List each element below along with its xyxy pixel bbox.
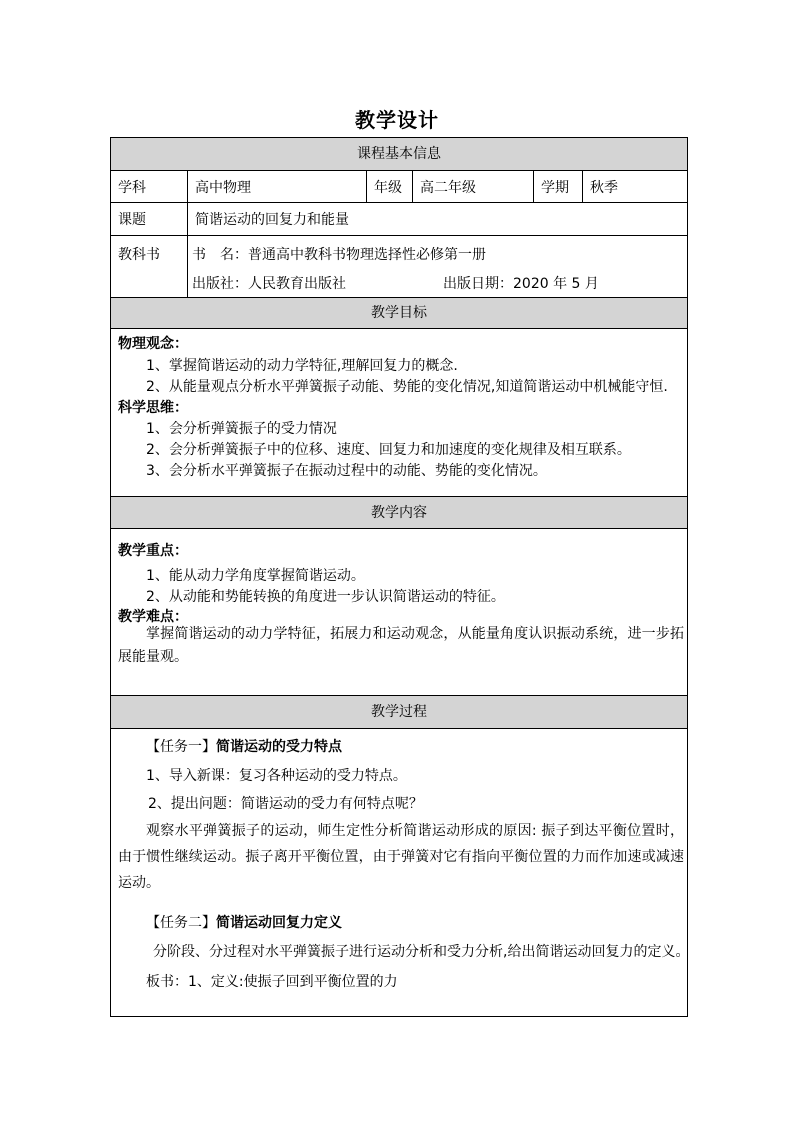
basic-info-header: 课程基本信息 xyxy=(111,138,687,171)
key-points-heading: 教学重点： xyxy=(118,543,188,559)
goals-section xyxy=(111,329,687,497)
lesson-plan-table xyxy=(110,137,688,1017)
topic-label: 课题 xyxy=(118,212,146,228)
difficulty-text: 掌握简谐运动的动力学特征，拓展力和运动观念，从能量角度认识振动系统，进一步拓展能量观。 xyxy=(118,626,684,665)
subject-row xyxy=(111,171,687,203)
page-title: 教学设计 xyxy=(355,108,439,132)
subject-value: 高中物理 xyxy=(187,171,366,202)
topic-row xyxy=(111,203,687,236)
topic-value: 简谐运动的回复力和能量 xyxy=(187,203,687,235)
science-item: 2、会分析弹簧振子中的位移、速度、回复力和加速度的变化规律及相互联系。 xyxy=(146,442,631,458)
task-two xyxy=(146,912,342,932)
physics-item: 1、掌握简谐运动的动力学特征,理解回复力的概念. xyxy=(146,358,458,374)
process-section xyxy=(111,729,690,1016)
term-label: 学期 xyxy=(533,171,582,202)
subject-label: 学科 xyxy=(118,179,146,196)
physics-heading: 物理观念： xyxy=(118,336,188,352)
process-step: 2、提出问题：简谐运动的受力有何特点呢？ xyxy=(148,796,423,812)
key-point-item: 1、能从动力学角度掌握简谐运动。 xyxy=(146,568,365,584)
grade-label: 年级 xyxy=(366,171,412,202)
textbook-label: 教科书 xyxy=(118,247,160,263)
process-step: 1、导入新课：复习各种运动的受力特点。 xyxy=(146,768,407,784)
textbook-info xyxy=(187,236,687,297)
task-two-text: 分阶段、分过程对水平弹簧振子进行运动分析和受力分析,给出简谐运动回复力的定义。 xyxy=(153,944,690,960)
task-one-title: 简谐运动的受力特点 xyxy=(216,739,342,755)
publisher: 出版社：人民教育出版社 xyxy=(192,276,346,292)
grade-value: 高二年级 xyxy=(412,171,533,202)
task-two-title: 简谐运动回复力定义 xyxy=(216,915,342,931)
observe-paragraph: 观察水平弹簧振子的运动，师生定性分析简谐运动形成的原因: 振子到达平衡位置时，由于惯性继续运动。振子离开平衡位置，由于弹簧对它有指向平衡位置的力而作加速或减速运动。 xyxy=(118,823,684,891)
key-point-item: 2、从动能和势能转换的角度进一步认识简谐运动的特征。 xyxy=(146,589,505,605)
science-item: 1、会分析弹簧振子的受力情况 xyxy=(146,421,337,437)
task-one xyxy=(146,736,342,756)
term-value: 秋季 xyxy=(582,171,687,202)
textbook-row xyxy=(111,236,687,298)
publish-date: 出版日期：2020 年 5 月 xyxy=(443,276,599,292)
task-two-tag: 【任务二】 xyxy=(146,915,216,931)
content-section xyxy=(111,529,687,696)
task-one-tag: 【任务一】 xyxy=(146,739,216,755)
content-header: 教学内容 xyxy=(111,497,687,529)
book-name: 书 名：普通高中教科书物理选择性必修第一册 xyxy=(192,247,486,263)
board-writing: 板书：1、定义:使振子回到平衡位置的力 xyxy=(146,974,398,990)
goals-header: 教学目标 xyxy=(111,298,687,329)
process-header: 教学过程 xyxy=(111,696,687,729)
science-item: 3、会分析水平弹簧振子在振动过程中的动能、势能的变化情况。 xyxy=(146,463,547,479)
physics-item: 2、从能量观点分析水平弹簧振子动能、势能的变化情况,知道简谐运动中机械能守恒. xyxy=(146,379,668,395)
difficulty-heading: 教学难点： xyxy=(118,609,188,625)
science-heading: 科学思维： xyxy=(118,400,188,416)
